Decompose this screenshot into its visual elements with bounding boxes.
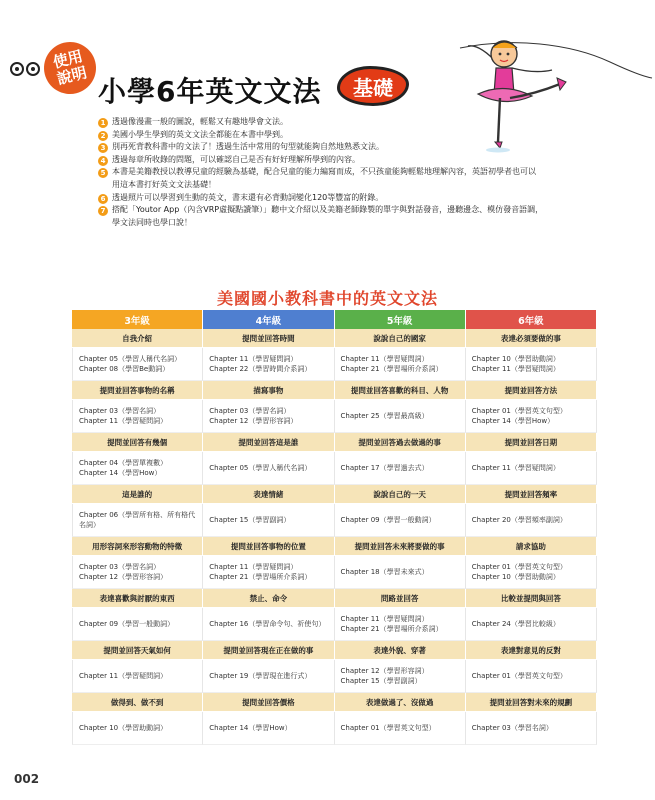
chapter-ref: Chapter 04（學習單複數） bbox=[79, 459, 168, 467]
intro-text: 美國小學生學到的英文文法全都能在本書中學到。 bbox=[112, 129, 288, 139]
chapter-cell bbox=[72, 608, 203, 641]
chapter-row bbox=[72, 348, 597, 381]
chapter-row bbox=[72, 556, 597, 589]
intro-item bbox=[98, 154, 598, 167]
topic-cell: 表達喜歡與討厭的東西 bbox=[72, 589, 203, 608]
chapter-cell bbox=[335, 712, 466, 745]
section-title: 美國國小教科書中的英文文法 bbox=[216, 289, 438, 308]
intro-item bbox=[98, 129, 598, 142]
intro-number: 3 bbox=[98, 143, 108, 153]
topic-row bbox=[72, 485, 597, 504]
usage-badge bbox=[38, 36, 101, 99]
topic-cell: 做得到、做不到 bbox=[72, 693, 203, 712]
topic-cell: 提問並回答方法 bbox=[466, 381, 597, 400]
chapter-ref: Chapter 11（學習疑問詞） bbox=[340, 355, 429, 363]
grade-header-5: 5年級 bbox=[335, 310, 466, 329]
intro-text: 透過像漫畫一般的圖說，輕鬆又有趣地學會文法。 bbox=[112, 117, 288, 126]
topic-cell: 提問並回答時間 bbox=[203, 329, 334, 348]
chapter-cell bbox=[335, 556, 466, 589]
topic-cell: 提問並回答現在正在做的事 bbox=[203, 641, 334, 660]
topic-cell: 問路並回答 bbox=[335, 589, 466, 608]
chapter-ref: Chapter 21（學習場所介系詞） bbox=[340, 625, 443, 633]
intro-list bbox=[98, 116, 598, 229]
chapter-ref: Chapter 15（學習副詞） bbox=[340, 677, 422, 685]
chapter-ref: Chapter 11（學習疑問詞） bbox=[471, 464, 560, 472]
chapter-cell bbox=[335, 660, 466, 693]
chapter-ref: Chapter 11（學習疑問詞） bbox=[79, 672, 168, 680]
chapter-cell bbox=[72, 556, 203, 589]
grammar-table-body bbox=[72, 329, 597, 745]
intro-text: 搭配「Youtor App（內含VRP虛擬點讀筆）」聽中文介紹以及美籍老師錄製的單字與對話發音，邊聽邊念、模仿發音語調， bbox=[112, 205, 544, 215]
chapter-ref: Chapter 03（學習名詞） bbox=[209, 407, 291, 415]
chapter-ref: Chapter 18（學習未來式） bbox=[340, 568, 429, 576]
chapter-cell bbox=[466, 400, 597, 433]
topic-cell: 提問並回答未來將要做的事 bbox=[335, 537, 466, 556]
chapter-cell bbox=[72, 660, 203, 693]
chapter-ref: Chapter 01（學習英文句型） bbox=[471, 563, 567, 571]
intro-item bbox=[98, 166, 598, 191]
intro-item bbox=[98, 204, 598, 229]
chapter-ref: Chapter 14（學習How） bbox=[471, 417, 555, 425]
intro-number: 7 bbox=[98, 206, 108, 216]
intro-text: 別再死背教科書中的文法了！透過生活中常用的句型就能夠自然地熟悉文法。 bbox=[112, 142, 384, 152]
intro-item bbox=[98, 116, 598, 129]
chapter-cell bbox=[203, 660, 334, 693]
chapter-ref: Chapter 17（學習過去式） bbox=[340, 464, 429, 472]
chapter-ref: Chapter 06（學習所有格、所有格代 bbox=[79, 511, 196, 519]
chapter-ref: Chapter 11（學習疑問詞） bbox=[209, 563, 298, 571]
topic-cell: 提問並回答喜歡的科目、人物 bbox=[335, 381, 466, 400]
topic-cell: 提問並回答事物的位置 bbox=[203, 537, 334, 556]
topic-cell: 提問並回答有幾個 bbox=[72, 433, 203, 452]
intro-text-cont: 學文法同時也學口說！ bbox=[112, 217, 192, 227]
title-tag: 基礎 bbox=[353, 75, 393, 100]
chapter-ref: Chapter 16（學習命令句、祈使句） bbox=[209, 620, 326, 628]
topic-cell: 提問並回答事物的名稱 bbox=[72, 381, 203, 400]
chapter-cell bbox=[72, 400, 203, 433]
topic-row bbox=[72, 641, 597, 660]
chapter-ref: Chapter 01（學習英文句型） bbox=[471, 407, 567, 415]
topic-row bbox=[72, 433, 597, 452]
chapter-cell bbox=[72, 712, 203, 745]
chapter-ref: Chapter 01（學習英文句型） bbox=[471, 672, 567, 680]
chapter-ref: Chapter 19（學習現在進行式） bbox=[209, 672, 312, 680]
chapter-cell bbox=[203, 452, 334, 485]
chapter-ref: Chapter 05（學習人稱代名詞） bbox=[79, 355, 182, 363]
badge-line-2: 說明 bbox=[55, 63, 89, 89]
chapter-ref: Chapter 12（學習形容詞） bbox=[79, 573, 168, 581]
chapter-ref: Chapter 11（學習疑問詞） bbox=[79, 417, 168, 425]
chapter-ref: Chapter 25（學習最高級） bbox=[340, 412, 429, 420]
topic-cell: 請求協助 bbox=[466, 537, 597, 556]
chapter-ref: Chapter 09（學習一般動詞） bbox=[79, 620, 175, 628]
chapter-ref: Chapter 22（學習時間介系詞） bbox=[209, 365, 312, 373]
topic-row bbox=[72, 589, 597, 608]
topic-row bbox=[72, 381, 597, 400]
chapter-cell bbox=[203, 556, 334, 589]
chapter-ref: Chapter 14（學習How） bbox=[79, 469, 162, 477]
topic-cell: 提問並回答這是誰 bbox=[203, 433, 334, 452]
chapter-row bbox=[72, 660, 597, 693]
topic-cell: 提問並回答日期 bbox=[466, 433, 597, 452]
topic-cell: 說說自己的一天 bbox=[335, 485, 466, 504]
chapter-cell bbox=[203, 348, 334, 381]
chapter-row bbox=[72, 400, 597, 433]
page-number: 002 bbox=[14, 772, 40, 786]
topic-cell: 表達情緒 bbox=[203, 485, 334, 504]
chapter-row bbox=[72, 712, 597, 745]
intro-text-cont: 用這本書打好英文文法基礎！ bbox=[112, 179, 216, 189]
chapter-cell bbox=[466, 452, 597, 485]
grammar-table bbox=[72, 310, 597, 745]
chapter-ref: Chapter 15（學習副詞） bbox=[209, 516, 291, 524]
chapter-cell bbox=[203, 504, 334, 537]
chapter-ref: Chapter 21（學習場所介系詞） bbox=[340, 365, 443, 373]
intro-text: 透過每章所收錄的問題，可以確認自己是否有好好理解所學到的內容。 bbox=[112, 154, 360, 164]
chapter-ref: Chapter 12（學習形容詞） bbox=[209, 417, 298, 425]
chapter-ref: Chapter 03（學習名詞） bbox=[79, 563, 161, 571]
chapter-ref: Chapter 10（學習助動詞） bbox=[471, 573, 560, 581]
chapter-cell bbox=[203, 712, 334, 745]
chapter-cell bbox=[335, 504, 466, 537]
grade-header-row bbox=[72, 310, 597, 329]
chapter-cell bbox=[72, 348, 203, 381]
chapter-cell bbox=[335, 608, 466, 641]
page-title: 小學6年英文文法 bbox=[98, 75, 322, 108]
chapter-cell bbox=[335, 348, 466, 381]
intro-item bbox=[98, 141, 598, 154]
topic-cell: 提問並回答過去做過的事 bbox=[335, 433, 466, 452]
chapter-cell bbox=[335, 400, 466, 433]
topic-cell: 提問並回答對未來的規劃 bbox=[466, 693, 597, 712]
topic-cell: 用形容詞來形容動物的特徵 bbox=[72, 537, 203, 556]
chapter-ref: 名詞） bbox=[79, 521, 100, 529]
chapter-ref: Chapter 20（學習頻率副詞） bbox=[471, 516, 567, 524]
chapter-ref: Chapter 11（學習疑問詞） bbox=[340, 615, 429, 623]
chapter-ref: Chapter 11（學習疑問詞） bbox=[471, 365, 560, 373]
chapter-ref: Chapter 08（學習Be動詞） bbox=[79, 365, 170, 373]
topic-cell: 提問並回答天氣如何 bbox=[72, 641, 203, 660]
chapter-ref: Chapter 01（學習英文句型） bbox=[340, 724, 436, 732]
badge-line-1: 使用 bbox=[51, 46, 85, 72]
intro-item bbox=[98, 192, 598, 205]
chapter-cell bbox=[466, 556, 597, 589]
grade-header-4: 4年級 bbox=[203, 310, 334, 329]
chapter-ref: Chapter 21（學習場所介系詞） bbox=[209, 573, 312, 581]
topic-cell: 表達對意見的反對 bbox=[466, 641, 597, 660]
chapter-cell bbox=[466, 608, 597, 641]
chapter-cell bbox=[203, 400, 334, 433]
topic-cell: 表達必須要做的事 bbox=[466, 329, 597, 348]
intro-text: 透過照片可以學習到生動的英文，書末還有必背動詞變化120等豐富的附錄。 bbox=[112, 192, 384, 202]
grade-header-6: 6年級 bbox=[466, 310, 597, 329]
topic-cell: 描寫事物 bbox=[203, 381, 334, 400]
chapter-ref: Chapter 14（學習How） bbox=[209, 724, 292, 732]
chapter-ref: Chapter 24（學習比較級） bbox=[471, 620, 560, 628]
chapter-cell bbox=[466, 348, 597, 381]
chapter-cell bbox=[203, 608, 334, 641]
topic-cell: 提問並回答頻率 bbox=[466, 485, 597, 504]
chapter-cell bbox=[466, 504, 597, 537]
chapter-ref: Chapter 03（學習名詞） bbox=[471, 724, 553, 732]
intro-number: 4 bbox=[98, 156, 108, 166]
chapter-cell bbox=[72, 504, 203, 537]
topic-cell: 這是誰的 bbox=[72, 485, 203, 504]
chapter-cell bbox=[466, 712, 597, 745]
chapter-ref: Chapter 10（學習助動詞） bbox=[471, 355, 560, 363]
chapter-ref: Chapter 09（學習一般動詞） bbox=[340, 516, 436, 524]
chapter-ref: Chapter 10（學習助動詞） bbox=[79, 724, 168, 732]
chapter-row bbox=[72, 608, 597, 641]
chapter-cell bbox=[72, 452, 203, 485]
chapter-row bbox=[72, 504, 597, 537]
chapter-cell bbox=[466, 660, 597, 693]
chapter-ref: Chapter 12（學習形容詞） bbox=[340, 667, 429, 675]
intro-number: 1 bbox=[98, 118, 108, 128]
topic-row bbox=[72, 693, 597, 712]
title-tag-badge bbox=[337, 66, 409, 106]
intro-number: 6 bbox=[98, 194, 108, 204]
grade-header-3: 3年級 bbox=[72, 310, 203, 329]
topic-cell: 說說自己的國家 bbox=[335, 329, 466, 348]
intro-number: 2 bbox=[98, 131, 108, 141]
intro-number: 5 bbox=[98, 168, 108, 178]
chapter-row bbox=[72, 452, 597, 485]
topic-cell: 提問並回答價格 bbox=[203, 693, 334, 712]
topic-row bbox=[72, 537, 597, 556]
topic-cell: 自我介紹 bbox=[72, 329, 203, 348]
topic-cell: 比較並提問與回答 bbox=[466, 589, 597, 608]
topic-row bbox=[72, 329, 597, 348]
topic-cell: 表達做過了、沒做過 bbox=[335, 693, 466, 712]
chapter-cell bbox=[335, 452, 466, 485]
chapter-ref: Chapter 11（學習疑問詞） bbox=[209, 355, 298, 363]
topic-cell: 表達外貌、穿著 bbox=[335, 641, 466, 660]
chapter-ref: Chapter 05（學習人稱代名詞） bbox=[209, 464, 312, 472]
topic-cell: 禁止、命令 bbox=[203, 589, 334, 608]
intro-text: 本書是美籍教授以教導兒童的經驗為基礎，配合兒童的能力編寫而成，不只孩童能夠輕鬆地理解內容，英語初學者也可以 bbox=[112, 167, 536, 177]
chapter-ref: Chapter 03（學習名詞） bbox=[79, 407, 161, 415]
